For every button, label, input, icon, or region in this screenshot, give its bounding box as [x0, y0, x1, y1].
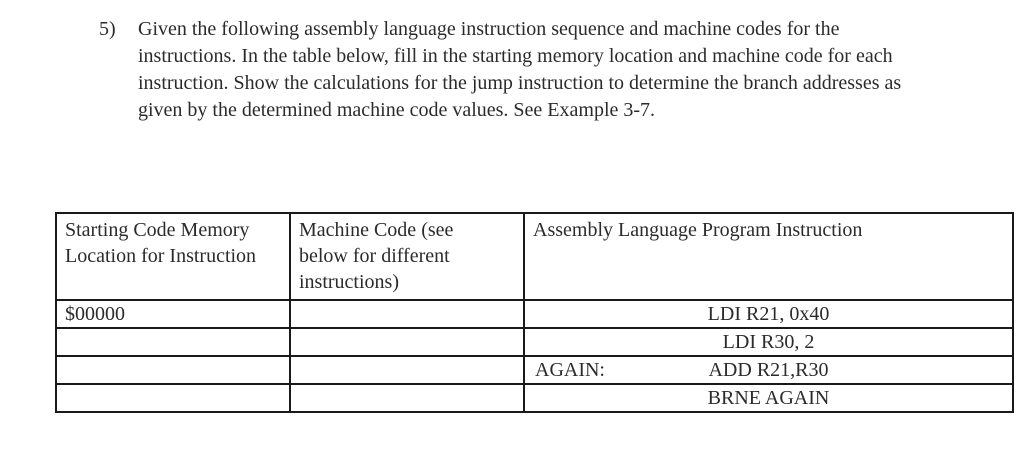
table-row	[56, 328, 1013, 356]
question-line: instructions. In the table below, fill in the starting memory location and machine code for each	[138, 45, 893, 67]
question-text	[138, 16, 998, 124]
location-cell[interactable]	[56, 328, 290, 356]
assembly-table	[55, 212, 1014, 413]
instruction-label: AGAIN:	[535, 359, 605, 381]
question-number: 5)	[99, 18, 116, 40]
location-cell[interactable]	[56, 356, 290, 384]
table-header-row	[56, 213, 1013, 300]
table-row	[56, 356, 1013, 384]
header-instruction: Assembly Language Program Instruction	[524, 213, 1013, 300]
instruction-cell	[524, 356, 1013, 384]
machine-code-cell[interactable]	[290, 356, 524, 384]
question-line: given by the determined machine code values. See Example 3-7.	[138, 99, 656, 121]
table-row	[56, 300, 1013, 328]
instruction-cell	[524, 384, 1013, 412]
table-row	[56, 384, 1013, 412]
instruction-text: LDI R30, 2	[722, 331, 815, 353]
instruction-cell	[524, 300, 1013, 328]
instruction-cell	[524, 328, 1013, 356]
location-cell[interactable]	[56, 384, 290, 412]
instruction-text: ADD R21,R30	[708, 359, 829, 381]
machine-code-cell[interactable]	[290, 328, 524, 356]
question-line: instruction. Show the calculations for the jump instruction to determine the branch addresses as	[138, 72, 902, 94]
instruction-text: LDI R21, 0x40	[707, 303, 830, 325]
question-line: Given the following assembly language instruction sequence and machine codes for the	[138, 18, 840, 40]
machine-code-cell[interactable]	[290, 300, 524, 328]
location-cell[interactable]: $00000	[56, 300, 290, 328]
header-location: Starting Code Memory Location for Instruction	[56, 213, 290, 300]
instruction-text: BRNE AGAIN	[707, 387, 830, 409]
header-machine-code: Machine Code (see below for different instructions)	[290, 213, 524, 300]
machine-code-cell[interactable]	[290, 384, 524, 412]
